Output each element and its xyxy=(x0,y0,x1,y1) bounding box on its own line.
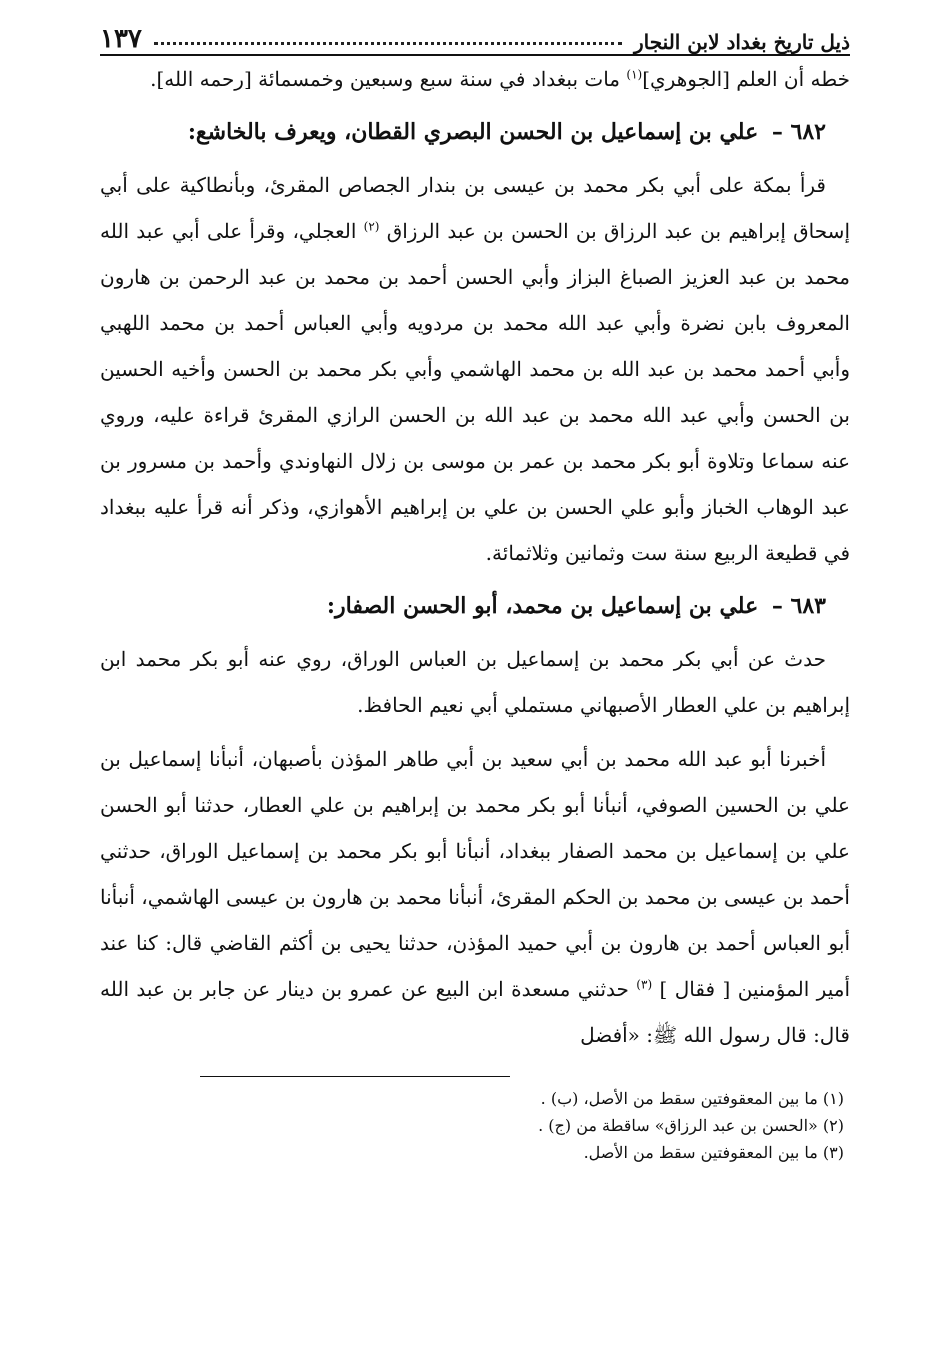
continuation-text-start: خطه أن العلم [الجوهري] xyxy=(642,67,850,91)
entry-682-body-start: قرأ بمكة على أبي بكر محمد بن عيسى بن بندار الجصاص المقرئ، وبأنطاكية على أبي إسحاق إبراهيم بن عبد الرزاق بن الحسن بن عبد الرزاق xyxy=(100,173,850,243)
footnote-3: (٣) ما بين المعقوفتين سقط من الأصل. xyxy=(583,1143,844,1162)
entry-682-title: علي بن إسماعيل بن الحسن البصري القطان، ويعرف بالخاشع: xyxy=(187,119,759,145)
entry-683-title: علي بن إسماعيل بن محمد، أبو الحسن الصفار: xyxy=(326,593,759,619)
page-number: ١٣٧ xyxy=(100,24,142,54)
footnote-ref-3: (٣) xyxy=(636,977,653,992)
book-page xyxy=(100,14,850,1166)
entry-683-heading xyxy=(100,586,826,626)
footnote-1: (١) ما بين المعقوفتين سقط من الأصل، (ب) . xyxy=(540,1089,844,1108)
entry-682-heading xyxy=(100,112,826,152)
continuation-text-end: مات ببغداد في سنة سبع وسبعين وخمسمائة [رحمه الله]. xyxy=(150,67,627,91)
entry-683-isnad-end: حدثني مسعدة ابن البيع عن عمرو بن دينار عن جابر بن عبد الله قال: قال رسول الله ﷺ: «أفضل xyxy=(100,977,850,1047)
entry-683-body: حدث عن أبي بكر محمد بن إسماعيل بن العباس الوراق، روي عنه أبو بكر محمد ابن إبراهيم بن علي العطار الأصبهاني مستملي أبي نعيم الحافظ. xyxy=(100,647,850,717)
entry-682-body xyxy=(100,162,850,576)
footnote-ref-2: (٢) xyxy=(363,219,380,234)
footnote-ref-1: (١) xyxy=(626,67,643,82)
footnote-2: (٢) «الحسن بن عبد الرزاق» ساقطة من (ج) . xyxy=(538,1116,844,1135)
running-title: ذيل تاريخ بغداد لابن النجار xyxy=(634,30,850,54)
entry-683-isnad xyxy=(100,736,850,1058)
header-dot-leader xyxy=(154,42,622,45)
entry-683-isnad-start: أخبرنا أبو عبد الله محمد بن أبي سعيد بن أبي طاهر المؤذن بأصبهان، أنبأنا إسماعيل بن علي بن الحسين الصوفي، أنبأنا أبو بكر محمد بن إبراهيم بن علي العطار، حدثنا أبو الحسن علي بن إسماعيل بن محمد الصفار ببغداد، أنبأنا أبو بكر محمد بن إسماعيل الوراق، حدثني أحمد بن عيسى بن محمد بن الحكم المقرئ، أنبأنا محمد بن هارون بن عيسى الهاشمي، أنبأنا أبو العباس أحمد بن هارون بن أبي حميد المؤذن، حدثنا يحيى بن أكثم القاضي قال: كنا عند أمير المؤمنين [ فقال ] xyxy=(100,747,850,1001)
entry-683-number: ٦٨٣ – xyxy=(771,593,826,619)
entry-682-number: ٦٨٢ – xyxy=(771,119,826,145)
continuation-paragraph xyxy=(100,56,850,102)
entry-682-body-end: العجلي، وقرأ على أبي عبد الله محمد بن عبد العزيز الصباغ البزاز وأبي الحسن أحمد بن محمد بن عبد الرحمن بن هارون المعروف بابن نضرة وأبي عبد الله محمد بن مردويه وأبي العباس أحمد بن محمد اللهبي وأبي أحمد محمد بن عبد الله بن محمد الهاشمي وأبي بكر محمد بن الحسن وأخيه الحسين بن الحسن وأبي عبد الله محمد بن عبد الله بن الحسن الرازي المقرئ قراءة عليه، وروي عنه سماعا وتلاوة أبو بكر محمد بن عمر بن موسى بن زلال النهاوندي وأحمد بن مسرور بن عبد الوهاب الخباز وأبو علي الحسن بن علي بن إبراهيم الأهوازي، وذكر أنه قرأ عليه ببغداد في قطيعة الربيع سنة ست وثمانين وثلاثمائة. xyxy=(100,219,850,565)
footnotes xyxy=(100,1085,844,1166)
footnote-separator xyxy=(200,1076,510,1077)
page-header xyxy=(100,14,850,56)
